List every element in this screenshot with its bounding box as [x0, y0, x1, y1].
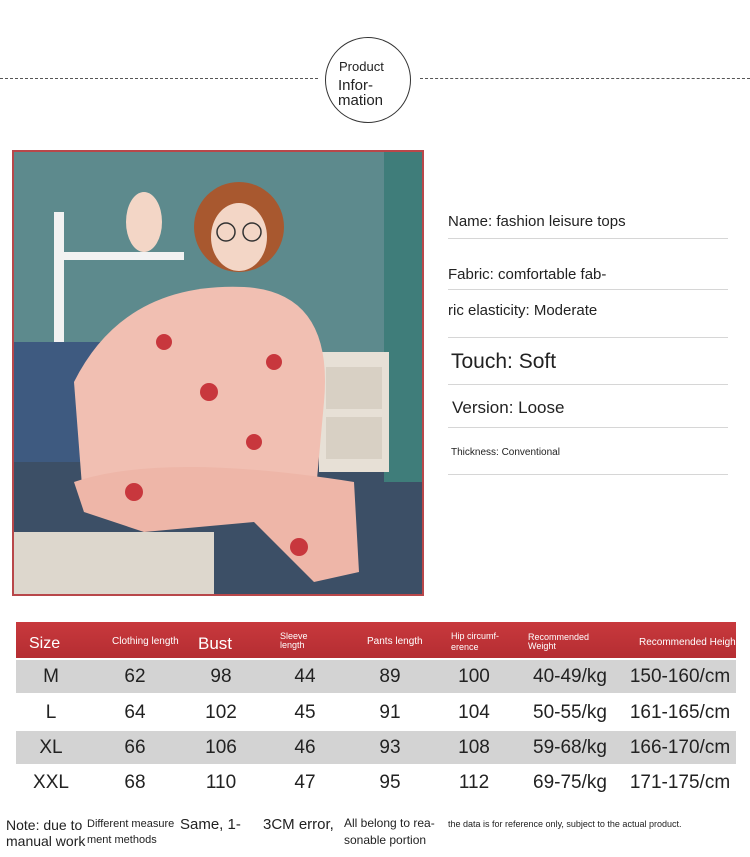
- header-hip-circumference: Hip circumf- erence: [451, 631, 500, 652]
- cell-sleeve-length: 46: [294, 737, 316, 758]
- info-divider: [448, 337, 728, 338]
- note-part: the data is for reference only, subject to the actual product.: [448, 819, 682, 829]
- cell-clothing-length: 62: [124, 666, 146, 687]
- note-part: 3CM error,: [263, 816, 334, 833]
- table-row: [16, 696, 736, 729]
- cell-pants-length: 95: [379, 772, 401, 793]
- cell-pants-length: 93: [379, 737, 401, 758]
- product-info-badge: [325, 37, 411, 123]
- cell-clothing-length: 68: [124, 772, 146, 793]
- info-divider: [448, 384, 728, 385]
- cell-recommended-weight: 59-68/kg: [533, 737, 607, 758]
- info-divider: [448, 474, 728, 475]
- table-row: [16, 766, 736, 799]
- cell-size: L: [45, 702, 57, 723]
- note-part: Same, 1-: [180, 816, 241, 833]
- size-table-header: [16, 622, 736, 658]
- product-photo: [12, 150, 424, 596]
- header-divider-left: [0, 78, 318, 79]
- info-fabric-line-1: Fabric: comfortable fab-: [448, 266, 607, 283]
- cell-recommended-height: 166-170/cm: [629, 737, 731, 758]
- cell-pants-length: 89: [379, 666, 401, 687]
- cell-recommended-height: 150-160/cm: [629, 666, 731, 687]
- note-part: ment methods: [87, 834, 157, 846]
- cell-bust: 98: [210, 666, 232, 687]
- cell-recommended-weight: 40-49/kg: [533, 666, 607, 687]
- cell-clothing-length: 64: [124, 702, 146, 723]
- table-row: [16, 660, 736, 693]
- cell-pants-length: 91: [379, 702, 401, 723]
- note-part: manual work: [6, 833, 86, 849]
- note-part: Different measure: [87, 818, 175, 830]
- cell-hip-circumference: 108: [458, 737, 490, 758]
- cell-hip-circumference: 112: [458, 772, 490, 793]
- cell-bust: 106: [205, 737, 237, 758]
- cell-recommended-height: 161-165/cm: [629, 702, 731, 723]
- header-divider-right: [420, 78, 750, 79]
- cell-recommended-height: 171-175/cm: [629, 772, 731, 793]
- cell-size: XL: [39, 737, 63, 758]
- header-size: Size: [29, 635, 61, 652]
- info-name: Name: fashion leisure tops: [448, 213, 626, 230]
- info-thickness: Thickness: Conventional: [451, 447, 560, 458]
- header-sleeve-length: Sleeve length: [280, 631, 308, 650]
- header-recommended-height: Recommended Heigh: [639, 637, 736, 648]
- info-divider: [448, 238, 728, 239]
- cell-hip-circumference: 100: [458, 666, 490, 687]
- note-part: Note: due to: [6, 817, 83, 833]
- cell-size: M: [43, 666, 59, 687]
- cell-sleeve-length: 45: [294, 702, 316, 723]
- header-pants-length: Pants length: [367, 636, 423, 647]
- cell-bust: 110: [205, 772, 237, 793]
- cell-bust: 102: [205, 702, 237, 723]
- cell-hip-circumference: 104: [458, 702, 490, 723]
- cell-recommended-weight: 50-55/kg: [533, 702, 607, 723]
- info-divider: [448, 289, 728, 290]
- info-touch: Touch: Soft: [451, 350, 557, 373]
- badge-line-2: Infor-mation: [338, 77, 384, 109]
- cell-recommended-weight: 69-75/kg: [533, 772, 607, 793]
- header-bust: Bust: [198, 634, 233, 653]
- table-row: [16, 731, 736, 764]
- info-fabric-line-2: ric elasticity: Moderate: [448, 302, 598, 319]
- note-part: sonable portion: [344, 833, 427, 847]
- badge-line-1: Product: [339, 59, 384, 74]
- info-version: Version: Loose: [452, 398, 565, 417]
- note-part: All belong to rea-: [344, 816, 435, 830]
- info-divider: [448, 427, 728, 428]
- header-recommended-weight: Recommended Weight: [528, 632, 590, 651]
- cell-sleeve-length: 44: [294, 666, 316, 687]
- header-clothing-length: Clothing length: [112, 636, 179, 647]
- cell-clothing-length: 66: [124, 737, 146, 758]
- cell-size: XXL: [33, 772, 69, 793]
- cell-sleeve-length: 47: [294, 772, 316, 793]
